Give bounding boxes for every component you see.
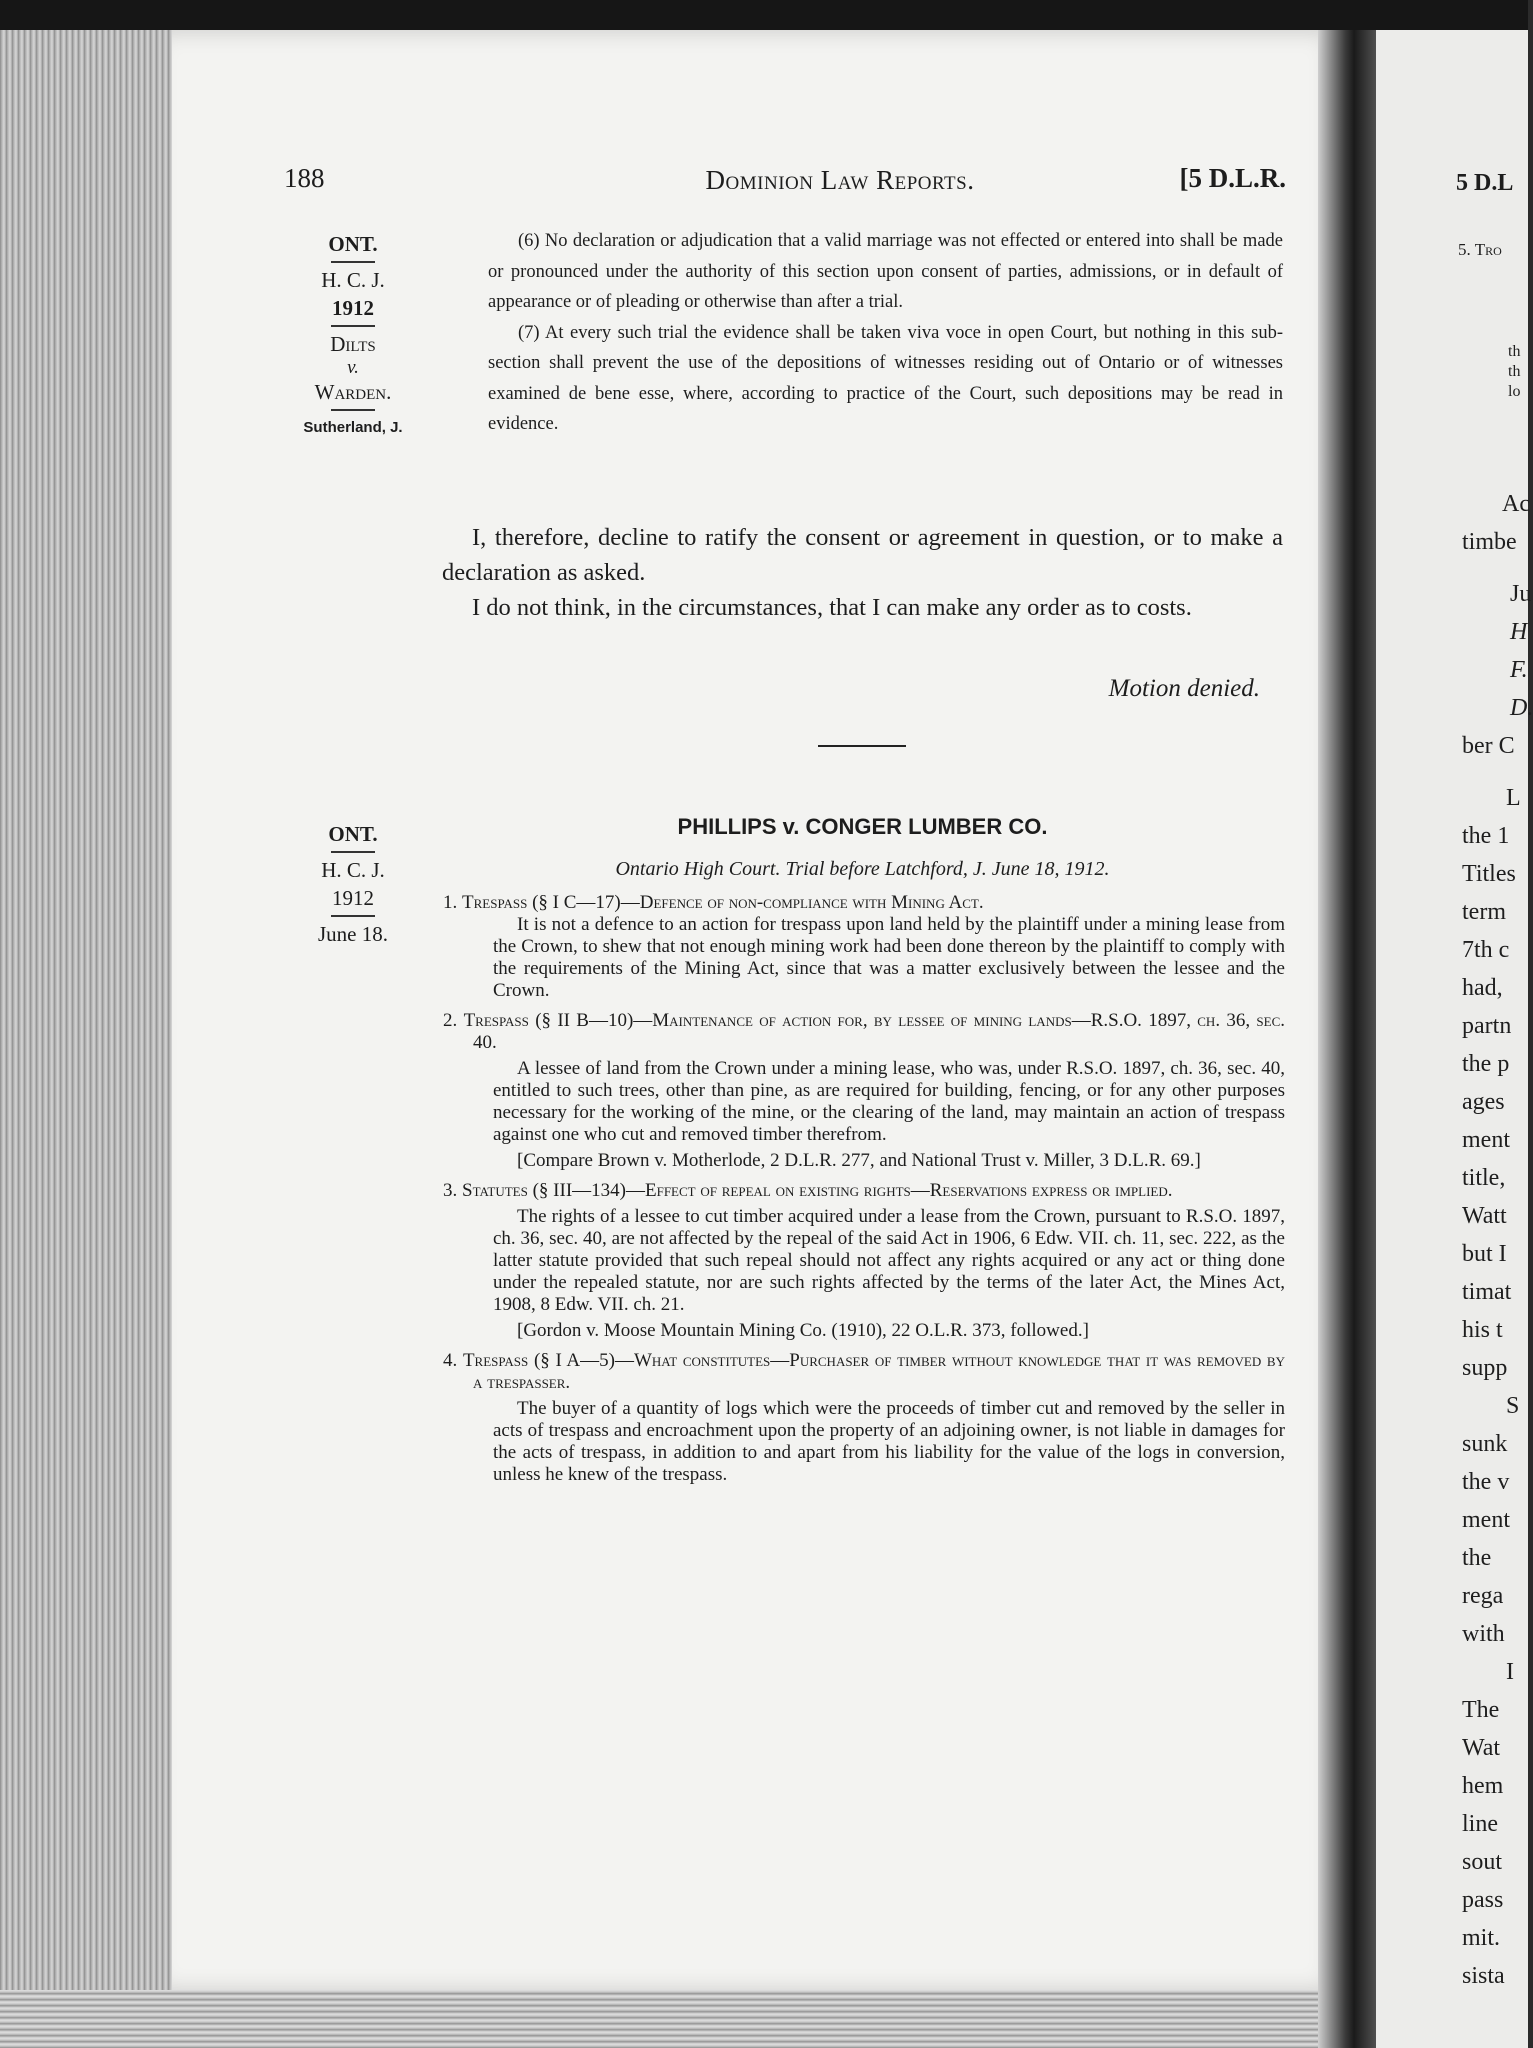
headnote [443,892,1285,1002]
margin-year: 1912 [332,886,374,910]
facing-page-line: supp [1462,1355,1508,1381]
headnote-note: [Compare Brown v. Motherlode, 2 D.L.R. 277, and National Trust v. Miller, 3 D.L.R. 69.] [517,1150,1201,1171]
facing-page-line: sunk [1462,1431,1508,1457]
margin-province: ONT. [328,822,378,846]
facing-page-line: rega [1462,1583,1504,1609]
headnote [443,1180,1285,1342]
margin-rule [331,851,375,853]
facing-page-line: term [1462,899,1506,925]
judgment-paragraph: I, therefore, decline to ratify the consent or agreement in question, or to make a declaration as asked. [442,524,1283,586]
facing-page-line: timat [1462,1279,1512,1305]
headnote-number: 2. [443,1010,458,1031]
facing-page-line: with [1462,1621,1505,1647]
facing-page-line: ment [1462,1127,1510,1153]
case1-statute-block [488,226,1283,440]
facing-page-line: The [1462,1697,1500,1723]
facing-page-line: Watt [1462,1203,1507,1229]
margin-rule [331,325,375,327]
headnote-heading: Trespass (§ I C—17)—Defence of non-compliance with Mining Act. [462,892,984,913]
case1-judgment-block [442,520,1283,625]
margin-court: H. C. J. [321,268,385,292]
margin-court: H. C. J. [321,858,385,882]
case-title: PHILLIPS v. CONGER LUMBER CO. [677,814,1048,839]
headnote-text: The rights of a lessee to cut timber acquired under a lease from the Crown, pursuant to R.S.O. 1897, ch. 36, sec. 40, are not affected by the repeal of the said Act in 1906, 6 Edw. VII. ch. 11, sec. 222, as the latter statute provided that such repeal should not affect any rights acquired or any act or thing done under the repealed statute, nor are such rights affected by the terms of the later Act, the Mines Act, 1908, 8 Edw. VII. ch. 21. [493,1206,1285,1315]
facing-page-line: L [1506,785,1521,811]
facing-page-line: the p [1462,1051,1510,1077]
headnote-heading: Trespass (§ I A—5)—What constitutes—Purchaser of timber without knowledge that it was removed by a trespasser. [462,1350,1285,1393]
facing-page-text [1462,485,1533,1995]
headnote-note: [Gordon v. Moose Mountain Mining Co. (1910), 22 O.L.R. 373, followed.] [517,1320,1089,1341]
facing-page-line: pass [1462,1887,1504,1913]
facing-page-line: mit. [1462,1925,1501,1951]
headnote-number: 3. [443,1180,458,1201]
margin-party2: Warden. [314,380,392,404]
page-number: 188 [284,163,325,193]
case-separator-rule [818,745,906,747]
book-gutter [1318,30,1378,2048]
headnote-number: 1. [443,892,458,913]
book-page-edges-bottom [0,1990,1360,2048]
facing-page-subheader: 5. Tro [1458,240,1502,259]
court-line: Ontario High Court. Trial before Latchford, J. June 18, 1912. [615,858,1110,880]
judgment-paragraph: I do not think, in the circumstances, that I can make any order as to costs. [472,594,1192,621]
margin-rule [331,915,375,917]
headnote-number: 4. [443,1350,458,1371]
facing-page-line: H [1510,619,1528,645]
facing-page-line: D. [1510,695,1533,721]
facing-page-header: 5 D.L [1456,170,1514,196]
margin-year: 1912 [332,296,374,320]
facing-page-line: but I [1462,1241,1507,1267]
facing-page-line: Titles [1462,861,1516,887]
facing-page-line: Wat [1462,1735,1501,1761]
case2-margin-note [278,820,428,948]
facing-page [1376,30,1533,2048]
facing-page-line: Ju [1510,581,1532,607]
margin-rule [331,409,375,411]
facing-page-line: the [1462,1545,1492,1571]
facing-page-line: the v [1462,1469,1510,1495]
margin-date: June 18. [318,922,388,946]
margin-province: ONT. [328,232,378,256]
facing-page-line: S [1506,1393,1520,1419]
margin-judge: Sutherland, J. [303,419,403,436]
facing-page-line: ment [1462,1507,1510,1533]
headnote-text: It is not a defence to an action for trespass upon land held by the plaintiff under a mining lease from the Crown, to shew that not enough mining work had been done thereon by the plaintiff to comply with the requirements of the Mining Act, since that was a matter exclusively between the lessee and the Crown. [493,914,1285,1001]
headnote [443,1350,1285,1486]
headnotes [443,892,1285,1486]
headnote-heading: Trespass (§ II B—10)—Maintenance of action for, by lessee of mining lands—R.S.O. 1897, ch. 36, sec. 40. [463,1010,1286,1053]
facing-page-line: hem [1462,1773,1504,1799]
facing-page-line: the 1 [1462,823,1510,849]
facing-page-line: line [1462,1811,1498,1837]
headnote-text: The buyer of a quantity of logs which were the proceeds of timber cut and removed by the seller in acts of trespass and encroachment upon the property of an adjoining owner, is not liable in damages for the acts of trespass, in addition to and apart from his liability for the value of the logs in conversion, unless he knew of the trespass. [493,1398,1285,1485]
headnote-heading: Statutes (§ III—134)—Effect of repeal on existing rights—Reservations express or implied. [462,1180,1173,1201]
margin-party1: Dilts [330,332,376,356]
facing-page-line: timbe [1462,529,1517,555]
statute-paragraph: (7) At every such trial the evidence shall be taken viva voce in open Court, but nothing in this sub-section shall prevent the use of the depositions of witnesses residing out of Ontario or of witnesses examined de bene esse, where, according to practice of the Court, such depositions may be read in evidence. [488,322,1283,434]
headnote-text: A lessee of land from the Crown under a mining lease, who was, under R.S.O. 1897, ch. 36, sec. 40, entitled to such trees, other than pine, as are required for building, fencing, or for any other purposes necessary for the working of the mine, or the clearing of the land, may maintain an action of trespass against one who cut and removed timber therefrom. [493,1058,1285,1145]
facing-page-line: 7th c [1462,937,1510,963]
case1-margin-note [278,230,428,442]
scanner-background [0,0,1528,32]
facing-page-line: ages [1462,1089,1505,1115]
facing-page-line: partn [1462,1013,1512,1039]
disposition: Motion denied. [1108,675,1260,702]
margin-rule [331,261,375,263]
facing-page-line: had, [1462,975,1503,1001]
statute-paragraph: (6) No declaration or adjudication that a valid marriage was not effected or entered into shall be made or pronounced under the authority of this section upon consent of parties, admissions, or in default of appearance or of pleading or otherwise than after a trial. [488,231,1283,312]
facing-page-line: sout [1462,1849,1503,1875]
facing-page-line: I [1506,1659,1514,1685]
headnote [443,1010,1285,1172]
facing-page-line: th [1508,363,1521,380]
facing-page-line: Ac [1502,491,1530,517]
facing-page-line: ber C [1462,733,1515,759]
facing-page-line: his t [1462,1317,1503,1343]
facing-page-line: th [1508,343,1521,360]
running-title: Dominion Law Reports. [705,165,975,195]
facing-page-line: sista [1462,1963,1505,1989]
margin-versus: v. [347,357,359,378]
facing-page-small-text [1508,342,1520,402]
book-page-edges-left [0,30,180,2048]
facing-page-line: title, [1462,1165,1506,1191]
volume-reference: [5 D.L.R. [1179,163,1286,193]
facing-page-line: F. [1510,657,1528,683]
facing-page-line: lo [1508,383,1521,400]
